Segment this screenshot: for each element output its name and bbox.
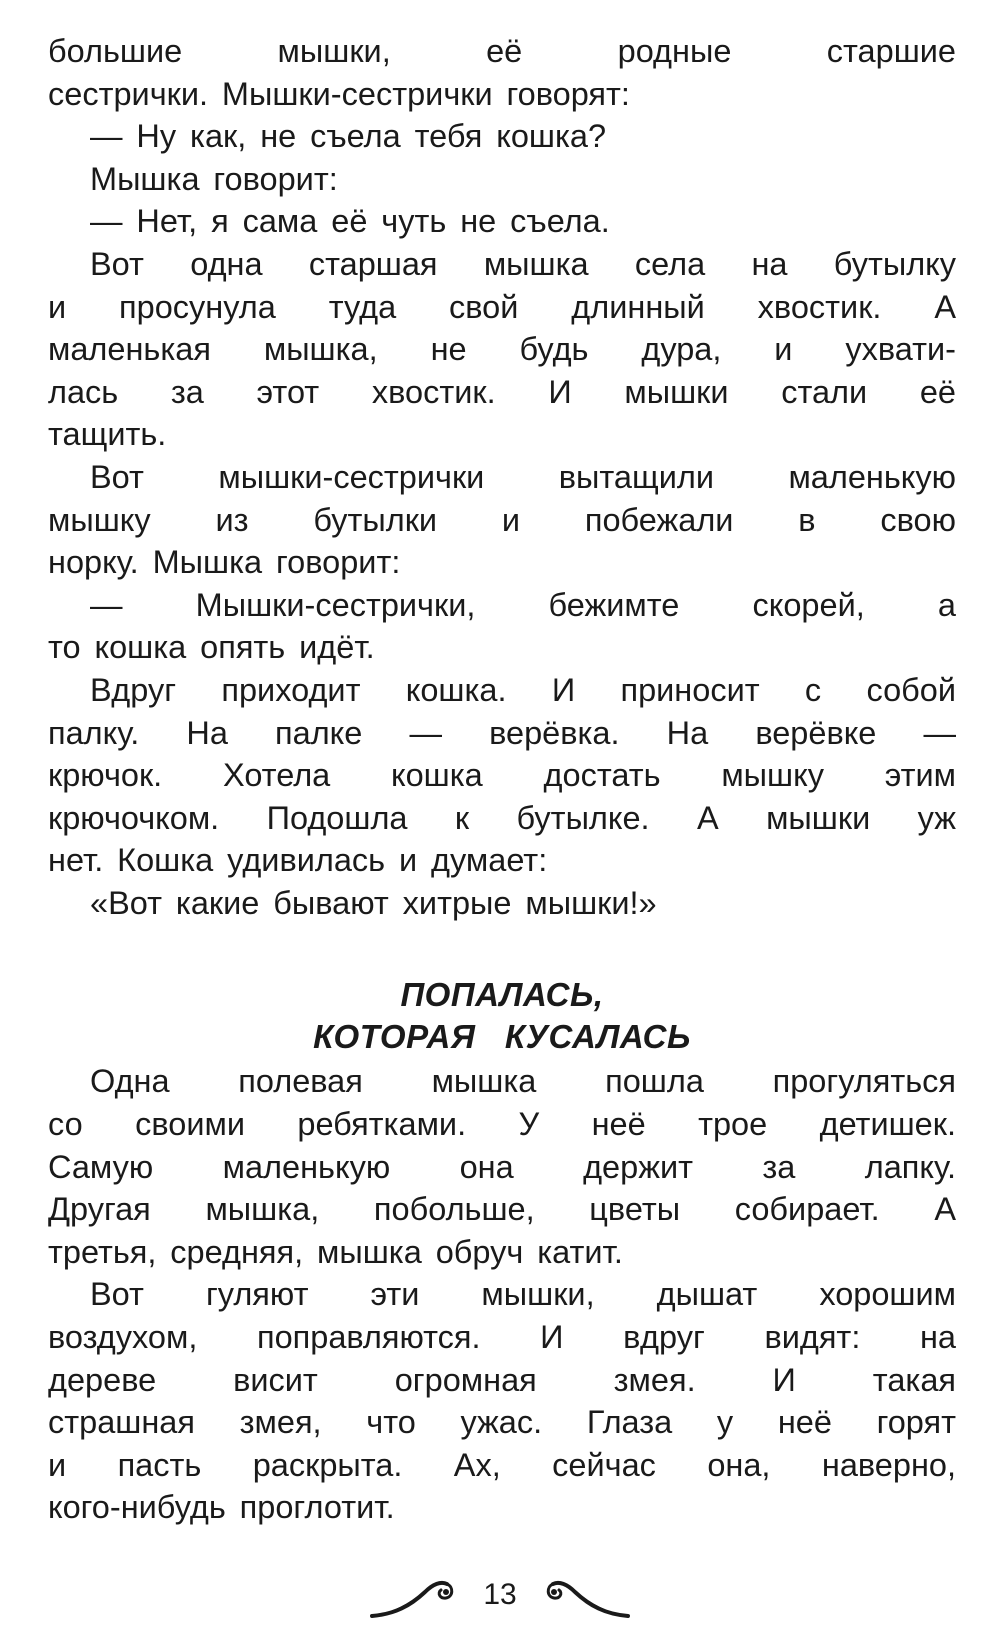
text-line: мышку из бутылки и побежали в свою (48, 501, 956, 538)
text-line: страшная змея, что ужас. Глаза у неё горят (48, 1404, 956, 1441)
page-number: 13 (483, 1578, 517, 1611)
text-line: дереве висит огромная змея. И такая (48, 1361, 956, 1398)
text-line: палку. На палке — верёвка. На верёвке — (48, 714, 956, 751)
book-page (48, 30, 956, 1529)
text-line: Вдруг приходит кошка. И приносит с собой (90, 671, 956, 708)
text-line: крючок. Хотела кошка достать мышку этим (48, 757, 956, 794)
text-line: лась за этот хвостик. И мышки стали её (48, 373, 956, 410)
page-footer (0, 1572, 1000, 1622)
text-line: норку. Мышка говорит: (48, 544, 401, 581)
text-line: нет. Кошка удивилась и думает: (48, 842, 548, 879)
text-line: и просунула туда свой длинный хвостик. А (48, 288, 956, 325)
text-line: Другая мышка, побольше, цветы собирает. А (48, 1191, 956, 1228)
text-line: большие мышки, её родные старшие (48, 33, 956, 69)
text-line: воздухом, поправляются. И вдруг видят: на (48, 1319, 956, 1356)
text-line: третья, средняя, мышка обруч катит. (48, 1233, 623, 1270)
text-line: Одна полевая мышка пошла прогуляться (90, 1063, 956, 1100)
story-title-line-2: КОТОРАЯ КУСАЛАСЬ (313, 1018, 691, 1056)
text-line: Вот мышки-сестрички вытащили маленькую (90, 458, 956, 495)
text-line: сестрички. Мышки-сестрички говорят: (48, 75, 630, 112)
text-line: Вот одна старшая мышка села на бутылку (90, 245, 956, 282)
text-line: тащить. (48, 416, 167, 453)
story-title (48, 974, 956, 1058)
dialogue-line: — Нет, я сама её чуть не съела. (90, 203, 610, 240)
story-continuation (48, 30, 956, 924)
text-line: «Вот какие бывают хитрые мышки!» (90, 884, 657, 921)
text-line: Самую маленькую она держит за лапку. (48, 1148, 956, 1185)
story-body (48, 1060, 956, 1529)
dialogue-line: — Ну как, не съела тебя кошка? (90, 118, 607, 155)
text-line: со своими ребятками. У неё трое детишек. (48, 1106, 956, 1143)
dialogue-line: — Мышки-сестрички, бежимте скорей, а (90, 586, 956, 623)
text-line: Мышка говорит: (90, 160, 338, 197)
text-line: крючочком. Подошла к бутылке. А мышки уж (48, 799, 956, 836)
text-line: Вот гуляют эти мышки, дышат хорошим (90, 1276, 956, 1313)
text-line: кого-нибудь проглотит. (48, 1489, 395, 1526)
text-line: и пасть раскрыта. Ах, сейчас она, наверно, (48, 1446, 956, 1483)
text-line: маленькая мышка, не будь дура, и ухвати- (48, 331, 956, 368)
story-title-line-1: ПОПАЛАСЬ, (400, 976, 604, 1014)
text-line: то кошка опять идёт. (48, 629, 375, 666)
